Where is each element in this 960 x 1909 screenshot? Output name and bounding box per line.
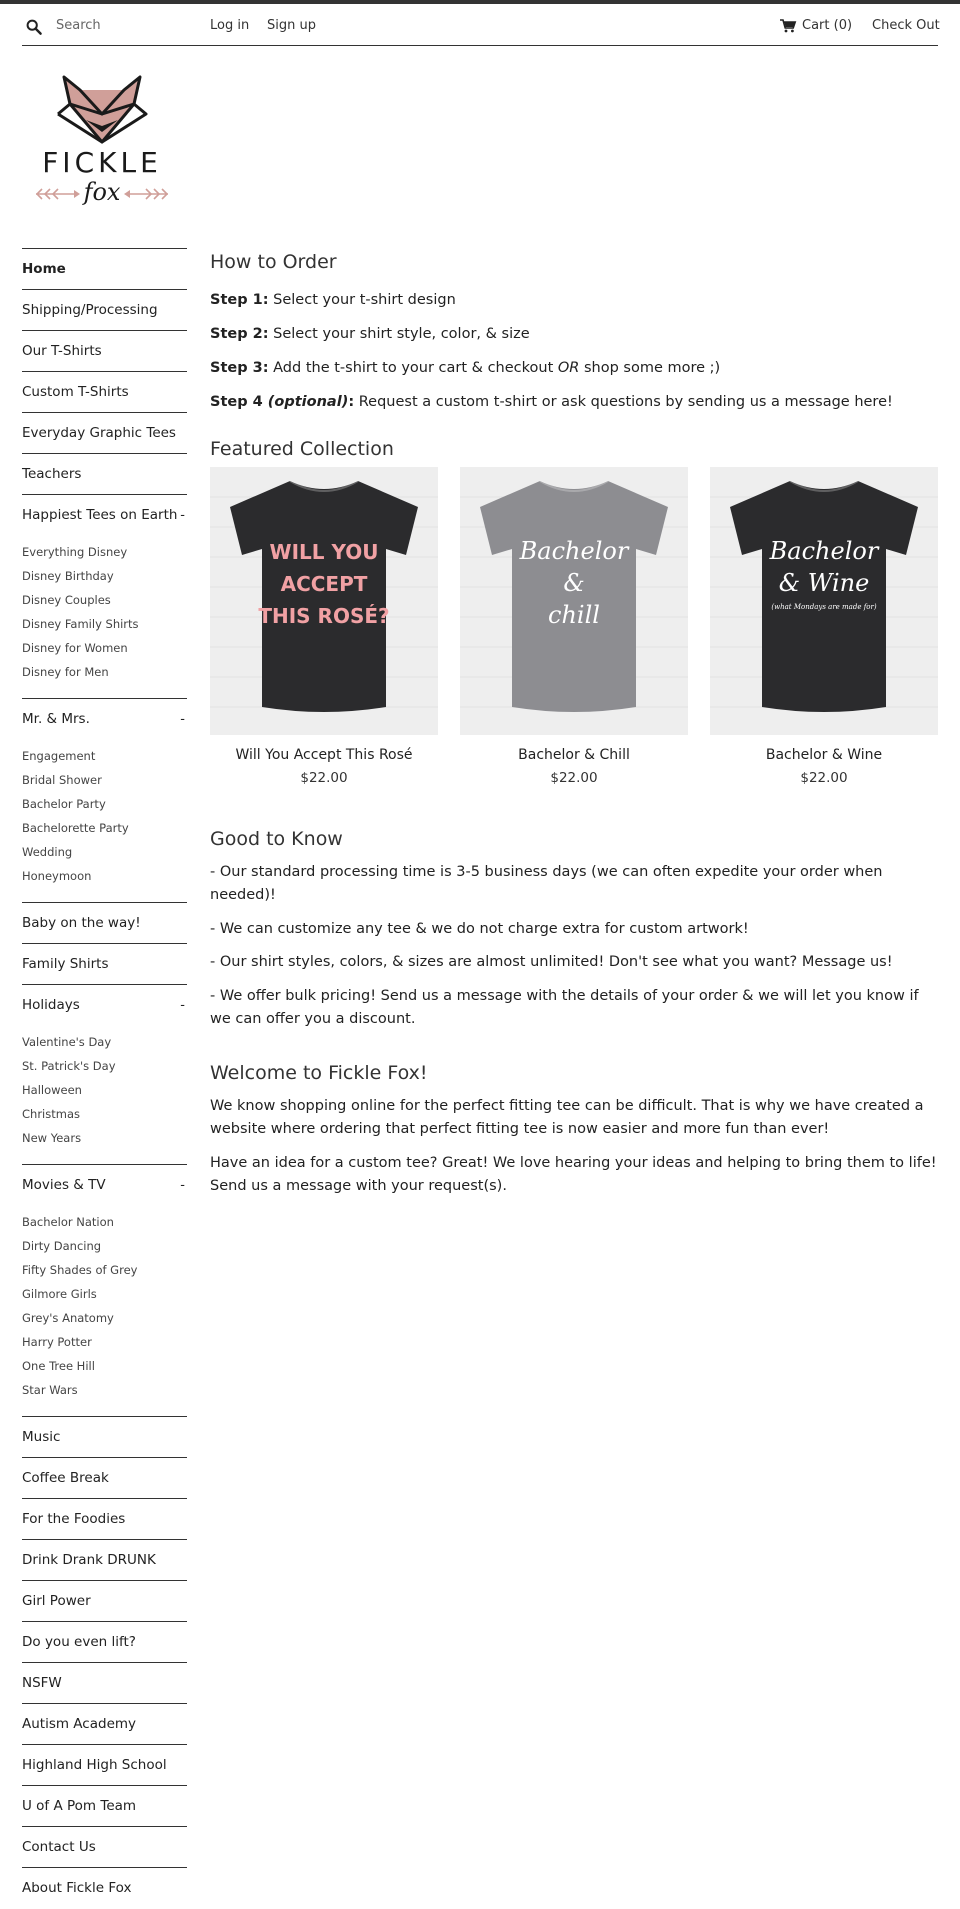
tshirt-print-text: &	[563, 569, 585, 597]
sidebar-item-label: Coffee Break	[22, 1470, 109, 1486]
featured-products	[210, 467, 940, 797]
step-label	[210, 326, 269, 342]
sidebar-nav	[22, 248, 187, 1908]
step-line	[210, 283, 940, 317]
tshirt-print-text: chill	[548, 601, 600, 629]
sidebar-item-shipping-processing[interactable]	[22, 289, 187, 330]
sidebar-subitem-star-wars[interactable]: Star Wars	[22, 1383, 78, 1397]
sidebar-item-label: Home	[22, 261, 66, 277]
sidebar-item-u-of-a-pom-team[interactable]	[22, 1785, 187, 1826]
logo-word-fox: fox	[83, 178, 121, 206]
sidebar-item-music[interactable]	[22, 1416, 187, 1457]
sidebar-item-label: Custom T-Shirts	[22, 384, 129, 400]
welcome-paragraph: We know shopping online for the perfect fitting tee can be difficult. That is why we have created a website where ordering that perfect fitting tee is now easier and more fun than ever!	[210, 1098, 924, 1137]
product-image[interactable]	[710, 467, 938, 735]
sidebar-item-label: Do you even lift?	[22, 1634, 136, 1650]
sidebar-item-family-shirts[interactable]	[22, 943, 187, 984]
sidebar-item-label: Mr. & Mrs.	[22, 711, 90, 727]
sidebar-submenu	[22, 739, 187, 902]
sidebar-item-label: Everyday Graphic Tees	[22, 425, 176, 441]
how-to-order-heading: How to Order	[210, 251, 337, 273]
step-text: Select your t-shirt design	[268, 292, 456, 308]
sidebar-item-home[interactable]	[22, 248, 187, 289]
sidebar-subitem-fifty-shades-of-grey[interactable]: Fifty Shades of Grey	[22, 1263, 138, 1277]
product-card[interactable]	[210, 467, 438, 788]
product-image[interactable]	[460, 467, 688, 735]
sidebar-item-coffee-break[interactable]	[22, 1457, 187, 1498]
sidebar-item-label: NSFW	[22, 1675, 62, 1691]
tshirt-print-text: THIS ROSÉ?	[258, 604, 390, 628]
sidebar-item-nsfw[interactable]	[22, 1662, 187, 1703]
sidebar-subitem-bachelor-party[interactable]: Bachelor Party	[22, 797, 106, 811]
fickle-fox-logo[interactable]	[34, 70, 170, 220]
sidebar-item-custom-t-shirts[interactable]	[22, 371, 187, 412]
good-to-know-item: - We offer bulk pricing! Send us a message with the details of your order & we will let you know if we can offer you a discount.	[210, 987, 919, 1027]
product-price: $22.00	[300, 770, 348, 786]
sidebar-subitem-disney-for-women[interactable]: Disney for Women	[22, 641, 128, 655]
sidebar-subitem-bachelor-nation[interactable]: Bachelor Nation	[22, 1215, 114, 1229]
tshirt-image	[710, 467, 938, 735]
sidebar-submenu	[22, 1205, 187, 1416]
sidebar-item-our-t-shirts[interactable]	[22, 330, 187, 371]
sidebar-item-label: U of A Pom Team	[22, 1798, 137, 1814]
good-to-know-list	[210, 861, 940, 1031]
welcome-paragraph: Have an idea for a custom tee? Great! We love hearing your ideas and helping to bring them to life! Send us a message with your request(s).	[210, 1154, 937, 1194]
tshirt-print-text: & Wine	[778, 569, 870, 597]
sidebar-submenu	[22, 1025, 187, 1164]
sidebar-item-label: Autism Academy	[22, 1716, 137, 1732]
sidebar-item-highland-high-school[interactable]	[22, 1744, 187, 1785]
tshirt-print-text: (what Mondays are made for)	[771, 603, 877, 611]
sidebar-item-label: Shipping/Processing	[22, 302, 158, 318]
sidebar-item-label: Girl Power	[22, 1593, 91, 1609]
sidebar-item-autism-academy[interactable]	[22, 1703, 187, 1744]
search-input[interactable]	[56, 12, 206, 38]
collapse-toggle[interactable]: -	[180, 712, 185, 727]
sidebar-item-teachers[interactable]	[22, 453, 187, 494]
step-number: Step 1	[210, 292, 263, 308]
sidebar-item-baby-on-the-way[interactable]	[22, 902, 187, 943]
sidebar-item-label: Our T-Shirts	[22, 343, 102, 359]
sidebar-subitem-gilmore-girls[interactable]: Gilmore Girls	[22, 1287, 97, 1301]
tshirt-print-text: Bachelor	[769, 537, 879, 565]
step-text: Request a custom t-shirt or ask questions by sending us a message here!	[354, 394, 893, 410]
sidebar-item-label: About Fickle Fox	[22, 1880, 132, 1896]
featured-collection-heading: Featured Collection	[210, 438, 394, 460]
header	[22, 4, 938, 46]
product-card[interactable]	[460, 467, 688, 788]
sidebar-subitem-halloween[interactable]: Halloween	[22, 1083, 82, 1097]
sidebar-submenu	[22, 535, 187, 698]
step-colon: :	[348, 394, 355, 410]
sidebar-subitem-new-years[interactable]: New Years	[22, 1131, 82, 1145]
product-name[interactable]: Bachelor & Wine	[765, 747, 883, 763]
sidebar-item-for-the-foodies[interactable]	[22, 1498, 187, 1539]
product-price: $22.00	[550, 770, 598, 786]
sidebar-item-label: Baby on the way!	[22, 915, 141, 931]
search-icon[interactable]	[26, 19, 42, 35]
sidebar-subitem-wedding[interactable]: Wedding	[22, 845, 73, 859]
collapse-toggle[interactable]: -	[180, 1178, 185, 1193]
logo-word-fickle: FICKLE	[42, 146, 162, 179]
step-text: Add the t-shirt to your cart & checkout	[268, 360, 558, 376]
step-text: Select your shirt style, color, & size	[268, 326, 530, 342]
tshirt-print-text: Bachelor	[519, 537, 629, 565]
sidebar-item-label: Contact Us	[22, 1839, 96, 1855]
sidebar-item-mr-mrs[interactable]	[22, 698, 187, 739]
collapse-toggle[interactable]: -	[180, 998, 185, 1013]
sidebar-item-girl-power[interactable]	[22, 1580, 187, 1621]
sidebar-subitem-one-tree-hill[interactable]: One Tree Hill	[22, 1359, 95, 1373]
step-emphasis: OR	[557, 360, 580, 376]
sidebar-item-label: Music	[22, 1429, 61, 1445]
sidebar-item-label: Teachers	[22, 466, 82, 482]
tshirt-print-text: ACCEPT	[280, 572, 368, 596]
step-number: Step 2:	[210, 326, 269, 342]
sidebar-subitem-disney-for-men[interactable]: Disney for Men	[22, 665, 109, 679]
fox-logo-icon	[34, 70, 170, 220]
sidebar-item-label: For the Foodies	[22, 1511, 126, 1527]
signup-link[interactable]: Sign up	[267, 18, 316, 33]
sidebar-subitem-christmas[interactable]: Christmas	[22, 1107, 80, 1121]
sidebar-subitem-valentine-s-day[interactable]: Valentine's Day	[22, 1035, 112, 1049]
step-colon: :	[262, 292, 269, 308]
sidebar-subitem-disney-couples[interactable]: Disney Couples	[22, 593, 111, 607]
sidebar-item-label: Drink Drank DRUNK	[22, 1552, 156, 1568]
sidebar-item-drink-drank-drunk[interactable]	[22, 1539, 187, 1580]
sidebar-item-contact-us[interactable]	[22, 1826, 187, 1867]
tshirt-image	[460, 467, 688, 735]
product-card[interactable]	[710, 467, 938, 788]
cart-link[interactable]: Cart (0)	[802, 18, 853, 33]
sidebar-item-everyday-graphic-tees[interactable]	[22, 412, 187, 453]
sidebar-subitem-everything-disney[interactable]: Everything Disney	[22, 545, 128, 559]
product-name[interactable]: Will You Accept This Rosé	[235, 747, 413, 763]
cart-icon[interactable]	[780, 19, 796, 33]
step-label	[210, 360, 269, 376]
sidebar-subitem-honeymoon[interactable]: Honeymoon	[22, 869, 92, 883]
step-text-end: shop some more ;)	[579, 360, 721, 376]
sidebar-item-do-you-even-lift[interactable]	[22, 1621, 187, 1662]
sidebar-item-about-fickle-fox[interactable]	[22, 1867, 187, 1908]
product-price: $22.00	[800, 770, 848, 786]
main-content	[210, 248, 940, 1208]
good-to-know-item: - Our shirt styles, colors, & sizes are almost unlimited! Don't see what you want? Message us!	[210, 954, 893, 970]
sidebar-subitem-disney-birthday[interactable]: Disney Birthday	[22, 569, 114, 583]
sidebar-item-label: Holidays	[22, 997, 80, 1013]
tshirt-image	[210, 467, 438, 735]
step-line	[210, 385, 940, 419]
step-line	[210, 351, 940, 385]
step-label	[210, 292, 269, 308]
sidebar-item-movies-tv[interactable]	[22, 1164, 187, 1205]
step-number: Step 4	[210, 394, 268, 410]
checkout-link[interactable]: Check Out	[872, 18, 940, 33]
sidebar-item-holidays[interactable]	[22, 984, 187, 1025]
sidebar-subitem-harry-potter[interactable]: Harry Potter	[22, 1335, 92, 1349]
good-to-know-item: - We can customize any tee & we do not charge extra for custom artwork!	[210, 920, 749, 937]
welcome-text	[210, 1095, 940, 1198]
step-number: Step 3:	[210, 360, 269, 376]
login-link[interactable]: Log in	[210, 18, 250, 33]
sidebar-subitem-bridal-shower[interactable]: Bridal Shower	[22, 773, 102, 787]
sidebar-item-label: Movies & TV	[22, 1177, 106, 1193]
tshirt-print-text: WILL YOU	[269, 540, 379, 564]
sidebar-item-happiest-tees-on-earth[interactable]	[22, 494, 187, 535]
step-line	[210, 317, 940, 351]
good-to-know-item: - Our standard processing time is 3-5 business days (we can often expedite your order when needed)!	[210, 864, 883, 903]
sidebar-item-label: Happiest Tees on Earth	[22, 507, 178, 523]
step-label	[210, 394, 354, 410]
sidebar-subitem-engagement[interactable]: Engagement	[22, 749, 96, 763]
sidebar-subitem-grey-s-anatomy[interactable]: Grey's Anatomy	[22, 1311, 114, 1325]
sidebar-subitem-disney-family-shirts[interactable]: Disney Family Shirts	[22, 617, 139, 631]
step-optional-note: (optional)	[267, 394, 349, 410]
product-name[interactable]: Bachelor & Chill	[518, 747, 630, 763]
collapse-toggle[interactable]: -	[180, 508, 185, 523]
welcome-heading: Welcome to Fickle Fox!	[210, 1062, 428, 1084]
how-to-order-steps	[210, 283, 940, 419]
good-to-know-heading: Good to Know	[210, 828, 343, 850]
sidebar-item-label: Family Shirts	[22, 956, 109, 972]
sidebar-subitem-st-patrick-s-day[interactable]: St. Patrick's Day	[22, 1059, 116, 1073]
sidebar-subitem-dirty-dancing[interactable]: Dirty Dancing	[22, 1239, 102, 1253]
product-image[interactable]	[210, 467, 438, 735]
sidebar-item-label: Highland High School	[22, 1757, 167, 1773]
sidebar-subitem-bachelorette-party[interactable]: Bachelorette Party	[22, 821, 129, 835]
